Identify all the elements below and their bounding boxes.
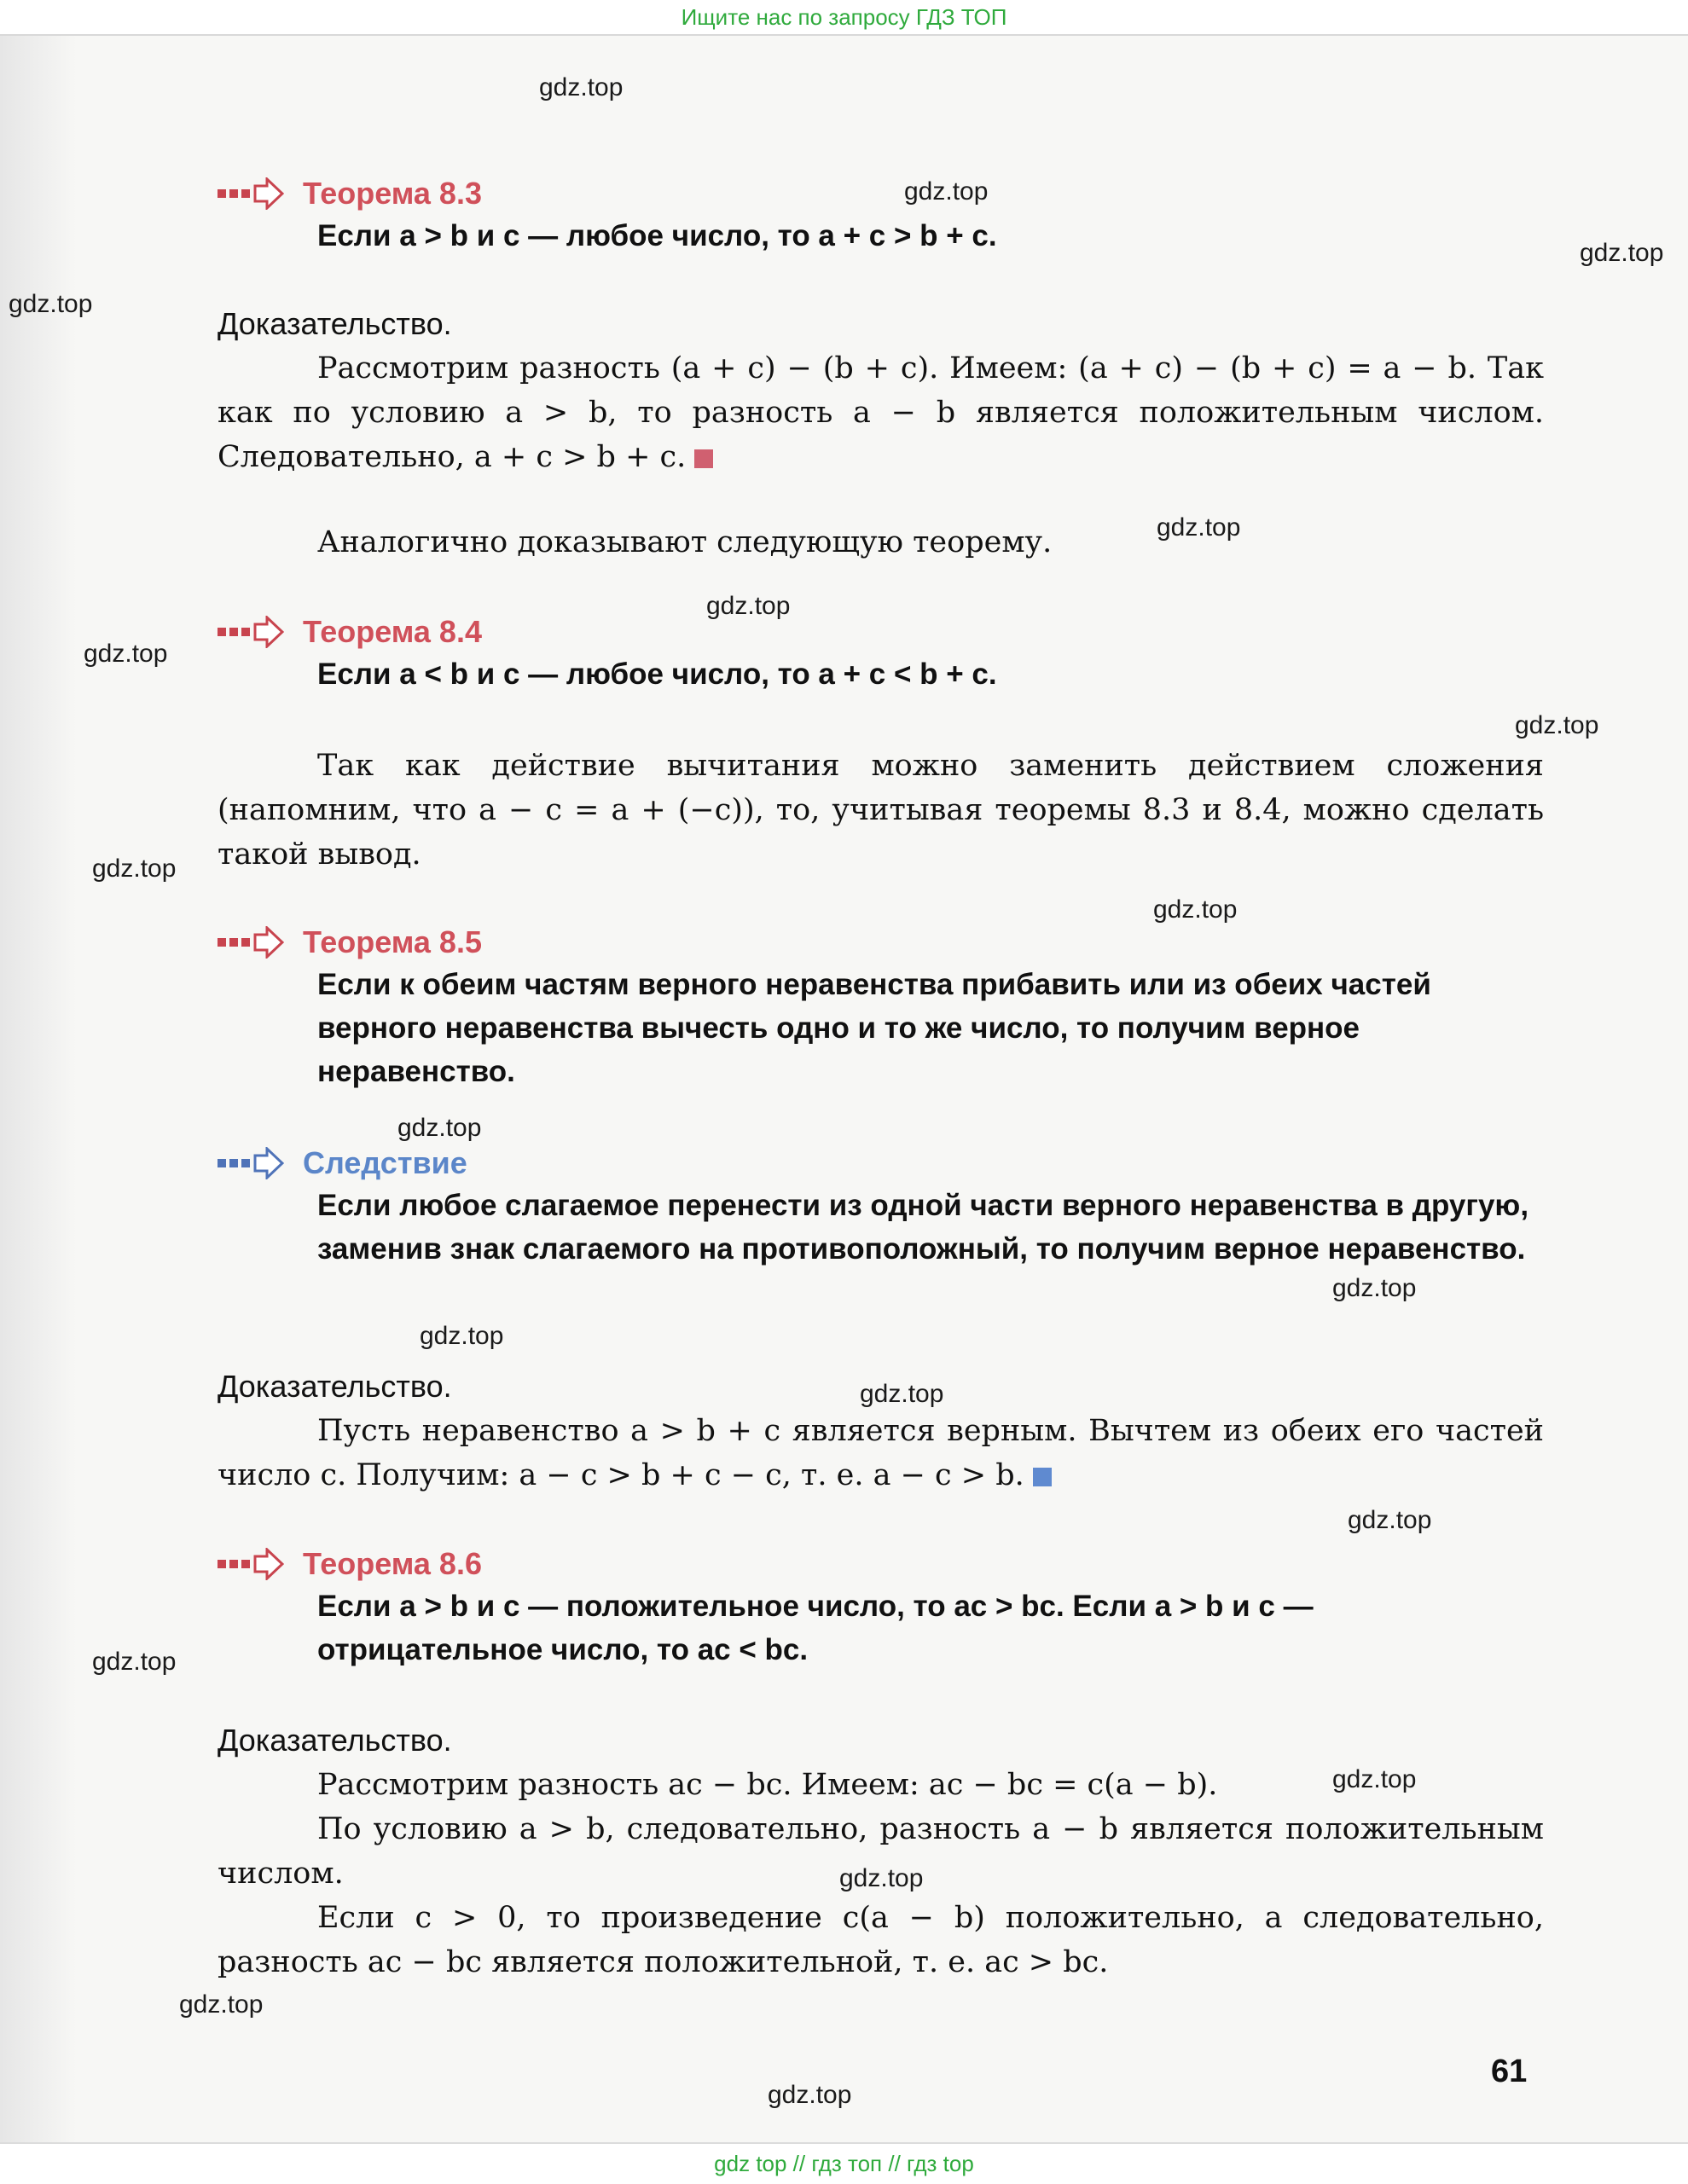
proof-paragraph [218,1409,1544,1498]
proof-label: Доказательство. [218,306,452,341]
subtraction-paragraph [218,744,1544,877]
subtraction-text: Так как действие вычитания можно заменить действием сложения (напомним, что a − c = a + (−c)), то, учитывая теоремы 8.3 и 8.4, можно сделать такой вывод. [218,749,1544,872]
theorem-arrow-icon [218,926,284,959]
watermark: gdz.top [420,1322,504,1350]
theorem-arrow-icon [218,177,284,210]
watermark: gdz.top [1153,895,1238,924]
theorem-8-5 [218,922,1544,1093]
watermark: gdz.top [179,1990,264,2019]
proof-paragraph [218,346,1544,479]
end-of-proof-icon [1033,1468,1052,1486]
theorem-statement: Если a < b и c — любое число, то a + c < b + c. [317,658,997,691]
analog-paragraph [218,520,1544,565]
corollary-title: Следствие [303,1145,467,1180]
theorem-8-3 [218,173,1544,258]
watermark: gdz.top [539,73,624,101]
theorem-heading [218,922,1544,963]
corollary-statement: Если любое слагаемое перенести из одной части верного неравенства в другую, заменив знак слагаемого на противоположный, то получим верное неравенство. [317,1189,1529,1266]
theorem-statement: Если a > b и c — положительное число, то ac > bc. Если a > b и c — отрицательное число, то ac < bc. [317,1590,1314,1666]
theorem-arrow-icon [218,1548,284,1580]
watermark: gdz.top [768,2081,852,2109]
proof-paragraph: По условию a > b, следовательно, разность a − b является положительным числом. [218,1812,1544,1891]
theorem-heading [218,1544,1544,1584]
end-of-proof-icon [694,449,713,468]
watermark: gdz.top [860,1380,944,1408]
watermark: gdz.top [1332,1274,1417,1302]
corollary [218,1143,1544,1271]
page-binding-shadow [0,36,77,2142]
watermark: gdz.top [84,640,168,668]
watermark: gdz.top [397,1114,482,1142]
analog-text: Аналогично доказывают следующую теорему. [317,525,1053,559]
bottom-banner[interactable]: gdz top // гдз топ // гдз top [0,2142,1688,2184]
theorem-8-6 [218,1544,1544,1671]
watermark: gdz.top [92,854,177,883]
theorem-title: Теорема 8.6 [303,1546,482,1581]
proof-text: Пусть неравенство a > b + c является верным. Вычтем из обеих его частей число c. Получим: a − c > b + c − c, т. е. a − c > b. [218,1414,1544,1492]
proof-label: Доказательство. [218,1723,452,1758]
theorem-title: Теорема 8.3 [303,176,482,211]
watermark: gdz.top [706,592,791,620]
theorem-heading [218,611,1544,652]
watermark: gdz.top [1348,1506,1432,1534]
theorem-title: Теорема 8.4 [303,614,482,649]
corollary-heading [218,1143,1544,1184]
proof-8-6 [218,1718,1544,1984]
proof-text: Рассмотрим разность (a + c) − (b + c). Имеем: (a + c) − (b + c) = a − b. Так как по условию a > b, то разность a − b является положительным числом. Следовательно, a + c > b + c. [218,351,1544,474]
watermark: gdz.top [839,1864,924,1892]
watermark: gdz.top [904,177,989,206]
watermark: gdz.top [1515,711,1599,739]
watermark: gdz.top [92,1648,177,1676]
watermark: gdz.top [1157,513,1241,542]
watermark: gdz.top [1332,1765,1417,1793]
theorem-title: Теорема 8.5 [303,924,482,959]
proof-label: Доказательство. [218,1369,452,1404]
theorem-arrow-icon [218,616,284,648]
proof-paragraph: Если c > 0, то произведение c(a − b) положительно, а следовательно, разность ac − bc является положительной, т. е. ac > bc. [218,1901,1544,1979]
proof-8-3 [218,302,1544,479]
watermark: gdz.top [1580,239,1664,267]
theorem-statement: Если a > b и c — любое число, то a + c > b + c. [317,219,997,252]
theorem-statement: Если к обеим частям верного неравенства прибавить или из обеих частей верного неравенства вычесть одно и то же число, то получим верное неравенство. [317,968,1431,1088]
proof-paragraph: Рассмотрим разность ac − bc. Имеем: ac − bc = c(a − b). [317,1768,1218,1802]
page-number: 61 [1491,2054,1528,2089]
watermark: gdz.top [9,290,93,318]
corollary-arrow-icon [218,1147,284,1179]
theorem-8-4 [218,611,1544,696]
top-banner[interactable]: Ищите нас по запросу ГДЗ ТОП [0,0,1688,36]
theorem-heading [218,173,1544,214]
